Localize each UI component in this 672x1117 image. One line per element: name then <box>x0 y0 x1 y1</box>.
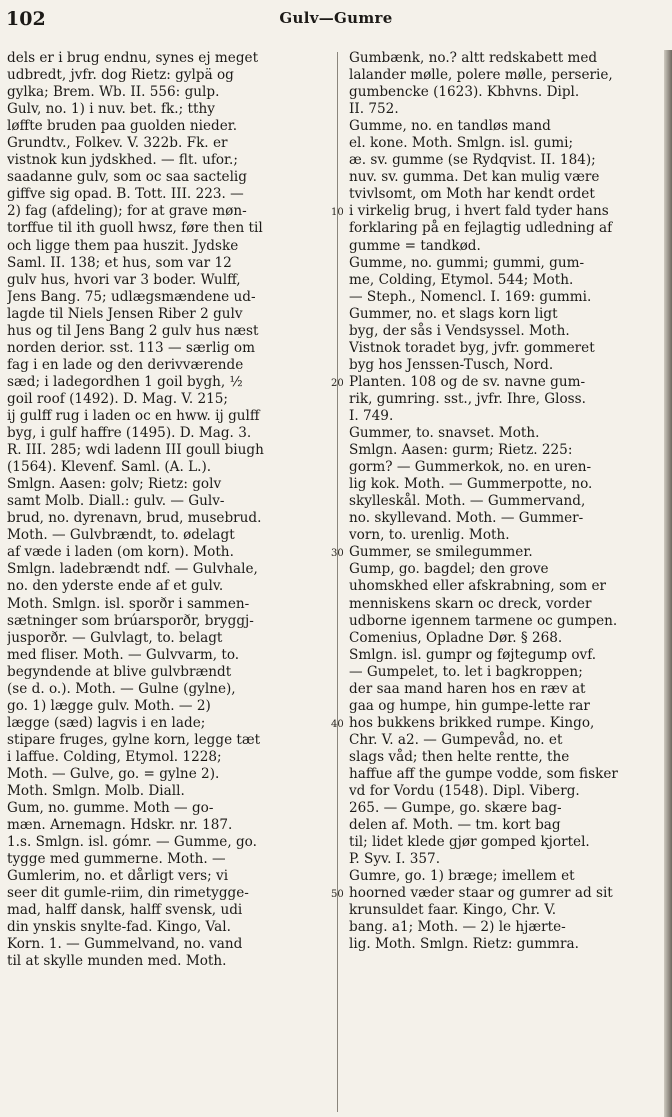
left-column <box>7 50 327 1115</box>
left-column-line: no. den yderste ende af et gulv. <box>7 578 224 595</box>
right-column-line: menniskens skarn oc dreck, vorder <box>349 595 592 612</box>
right-column-line: gorm? — Gummerkok, no. en uren- <box>349 459 592 476</box>
left-column-line: løffte bruden paa guolden nieder. <box>7 118 238 135</box>
left-column-line: gylka; Brem. Wb. II. 556: gulp. <box>7 84 220 101</box>
right-column-line: tvivlsomt, om Moth har kendt ordet <box>349 186 595 203</box>
right-column-line: krunsuldet faar. Kingo, Chr. V. <box>349 902 557 919</box>
left-column-line: Gumlerim, no. et dårligt vers; vi <box>7 868 229 885</box>
left-column-line: saadanne gulv, som oc saa sactelig <box>7 169 247 186</box>
line-number: 10 <box>331 207 344 219</box>
right-column-line: I. 749. <box>349 407 394 424</box>
right-column-line: el. kone. Moth. Smlgn. isl. gumi; <box>349 135 574 152</box>
left-column-line: 2) fag (afdeling); for at grave møn- <box>7 203 247 220</box>
page-number: 102 <box>6 8 46 30</box>
right-column-line: Gump, go. bagdel; den grove <box>349 561 549 578</box>
right-column-line: nuv. sv. gumma. Det kan mulig være <box>349 169 600 186</box>
line-number: 40 <box>331 718 344 730</box>
right-column-line: Planten. 108 og de sv. navne gum- <box>349 373 586 390</box>
right-column-line: delen af. Moth. — tm. kort bag <box>349 817 561 834</box>
right-column-line: gumme = tandkød. <box>349 237 481 254</box>
left-column-line: stipare fruges, gylne korn, legge tæt <box>7 731 261 748</box>
left-column-line: go. 1) lægge gulv. Moth. — 2) <box>7 697 211 714</box>
left-column-line: mad, halff dansk, halff svensk, udi <box>7 902 243 919</box>
right-column-line: Comenius, Opladne Dør. § 268. <box>349 629 563 646</box>
right-column-line: udborne igennem tarmene oc gumpen. <box>349 612 618 629</box>
left-column-line: hus og til Jens Bang 2 gulv hus næst <box>7 322 259 339</box>
left-column-line: dels er i brug endnu, synes ej meget <box>7 50 259 66</box>
right-column-line: Gumme, no. en tandløs mand <box>349 118 551 135</box>
right-column-line: lalander mølle, polere mølle, perserie, <box>349 67 613 84</box>
left-column-line: begyndende at blive gulvbrændt <box>7 663 232 680</box>
left-column-line: din ynskis snylte-fad. Kingo, Val. <box>7 919 231 936</box>
left-column-line: af væde i laden (om korn). Moth. <box>7 544 234 561</box>
left-column-line: byg, i gulf haffre (1495). D. Mag. 3. <box>7 425 252 442</box>
right-column-line: Gumme, no. gummi; gummi, gum- <box>349 254 585 271</box>
right-column-line: uhomskhed eller afskrabning, som er <box>349 578 606 595</box>
left-column-line: til at skylle munden med. Moth. <box>7 953 227 970</box>
right-column-line: hoorned væder staar og gumrer ad sit <box>349 885 613 902</box>
right-column-line: forklaring på en fejlagtig udledning af <box>349 220 613 237</box>
right-column-line: der saa mand haren hos en ræv at <box>349 680 586 697</box>
left-column-line: tygge med gummerne. Moth. — <box>7 851 226 868</box>
right-column-line: lig kok. Moth. — Gummerpotte, no. <box>349 476 593 493</box>
left-column-line: sætninger som brúarsporðr, bryggj- <box>7 612 254 629</box>
right-column-line: Gummer, no. et slags korn ligt <box>349 305 558 322</box>
right-column-line: P. Syv. I. 357. <box>349 851 441 868</box>
left-column-line: (se d. o.). Moth. — Gulne (gylne), <box>7 680 236 697</box>
right-column-line: byg hos Jenssen-Tusch, Nord. <box>349 356 554 373</box>
left-column-line: Jens Bang. 75; udlægsmændene ud- <box>7 288 256 305</box>
right-column-line: Chr. V. a2. — Gumpevåd, no. et <box>349 731 563 748</box>
right-column-line: Smlgn. isl. gumpr og føjtegump ovf. <box>349 646 597 663</box>
left-column-line: torffue til ith guoll hwsz, føre then til <box>7 220 263 237</box>
right-column-line: gaa og humpe, hin gumpe-lette rar <box>349 697 590 714</box>
left-column-line: gulv hus, hvori var 3 boder. Wulff, <box>7 271 241 288</box>
left-column-line: Gum, no. gumme. Moth — go- <box>7 800 214 817</box>
right-column-line: hos bukkens brikked rumpe. Kingo, <box>349 714 595 731</box>
left-column-line: goil roof (1492). D. Mag. V. 215; <box>7 390 228 407</box>
left-column-line: fag i en lade og den derivværende <box>7 356 244 373</box>
left-column-line: Saml. II. 138; et hus, som var 12 <box>7 254 232 271</box>
right-column <box>349 50 665 1115</box>
right-column-line: 265. — Gumpe, go. skære bag- <box>349 800 562 817</box>
right-column-line: Smlgn. Aasen: gurm; Rietz. 225: <box>349 442 573 459</box>
line-number: 30 <box>331 548 344 560</box>
right-column-line: bang. a1; Moth. — 2) le hjærte- <box>349 919 566 936</box>
line-number-gutter <box>331 50 351 1115</box>
line-number: 20 <box>331 377 344 389</box>
left-column-line: Smlgn. ladebrændt ndf. — Gulvhale, <box>7 561 258 578</box>
left-column-line: i laffue. Colding, Etymol. 1228; <box>7 748 222 765</box>
right-column-line: haffue aff the gumpe vodde, som fisker <box>349 765 618 782</box>
right-column-line: Gummer, se smilegummer. <box>349 544 533 561</box>
left-column-line: lagde til Niels Jensen Riber 2 gulv <box>7 305 243 322</box>
left-column-line: och ligge them paa huszit. Jydske <box>7 237 239 254</box>
left-column-line: mæn. Arnemagn. Hdskr. nr. 187. <box>7 817 233 834</box>
right-column-line: vd for Vordu (1548). Dipl. Viberg. <box>349 783 580 800</box>
left-column-line: lægge (sæd) lagvis i en lade; <box>7 714 206 731</box>
left-column-line: Moth. — Gulve, go. = gylne 2). <box>7 765 220 782</box>
running-head: Gulv—Gumre <box>279 9 393 27</box>
left-column-line: sæd; i ladegordhen 1 goil bygh, ½ <box>7 373 243 390</box>
line-number: 50 <box>331 889 344 901</box>
left-column-line: giffve sig opad. B. Tott. III. 223. — <box>7 186 244 203</box>
left-column-line: norden derior. sst. 113 — særlig om <box>7 339 255 356</box>
right-column-line: gumbencke (1623). Kbhvns. Dipl. <box>349 84 580 101</box>
right-column-line: byg, der sås i Vendsyssel. Moth. <box>349 322 570 339</box>
left-column-line: R. III. 285; wdi ladenn III goull biugh <box>7 442 264 459</box>
right-column-line: vorn, to. urenlig. Moth. <box>349 527 510 544</box>
right-column-line: Gumre, go. 1) bræge; imellem et <box>349 868 575 885</box>
right-column-line: skylleskål. Moth. — Gummervand, <box>349 493 586 510</box>
right-column-line: Gummer, to. snavset. Moth. <box>349 425 540 442</box>
left-column-line: jusporðr. — Gulvlagt, to. belagt <box>7 629 223 646</box>
right-column-line: lig. Moth. Smlgn. Rietz: gummra. <box>349 936 579 953</box>
left-column-line: Moth. Smlgn. isl. sporðr i sammen- <box>7 595 250 612</box>
left-column-line: Gulv, no. 1) i nuv. bet. fk.; tthy <box>7 101 215 118</box>
right-column-line: — Steph., Nomencl. I. 169: gummi. <box>349 288 592 305</box>
left-column-line: Korn. 1. — Gummelvand, no. vand <box>7 936 243 953</box>
left-column-line: brud, no. dyrenavn, brud, musebrud. <box>7 510 262 527</box>
right-column-line: til; lidet klede gjør gomped kjortel. <box>349 834 590 851</box>
left-column-line: vistnok kun jydskhed. — flt. ufor.; <box>7 152 238 169</box>
left-column-line: samt Molb. Diall.: gulv. — Gulv- <box>7 493 225 510</box>
right-column-line: — Gumpelet, to. let i bagkroppen; <box>349 663 583 680</box>
left-column-line: udbredt, jvfr. dog Rietz: gylpä og <box>7 67 234 84</box>
right-column-line: no. skyllevand. Moth. — Gummer- <box>349 510 584 527</box>
right-column-line: i virkelig brug, i hvert fald tyder hans <box>349 203 609 220</box>
left-column-line: med fliser. Moth. — Gulvvarm, to. <box>7 646 240 663</box>
left-column-line: (1564). Klevenf. Saml. (A. L.). <box>7 459 212 476</box>
left-column-line: Moth. Smlgn. Molb. Diall. <box>7 783 185 800</box>
right-column-line: me, Colding, Etymol. 544; Moth. <box>349 271 574 288</box>
right-column-line: æ. sv. gumme (se Rydqvist. II. 184); <box>349 152 596 169</box>
left-column-line: Grundtv., Folkev. V. 322b. Fk. er <box>7 135 228 152</box>
right-column-line: II. 752. <box>349 101 399 118</box>
right-column-line: Vistnok toradet byg, jvfr. gommeret <box>349 339 595 356</box>
right-column-line: slags våd; then helte rentte, the <box>349 748 570 765</box>
left-column-line: seer dit gumle-riim, din rimetygge- <box>7 885 249 902</box>
left-column-line: ij gulff rug i laden oc en hww. ij gulff <box>7 407 260 424</box>
left-column-line: Smlgn. Aasen: golv; Rietz: golv <box>7 476 222 493</box>
page-edge-shadow <box>664 50 672 1117</box>
left-column-line: Moth. — Gulvbrændt, to. ødelagt <box>7 527 235 544</box>
left-column-line: 1.s. Smlgn. isl. gómr. — Gumme, go. <box>7 834 257 851</box>
right-column-line: Gumbænk, no.? altt redskabett med <box>349 50 598 66</box>
right-column-line: rik, gumring. sst., jvfr. Ihre, Gloss. <box>349 390 586 407</box>
